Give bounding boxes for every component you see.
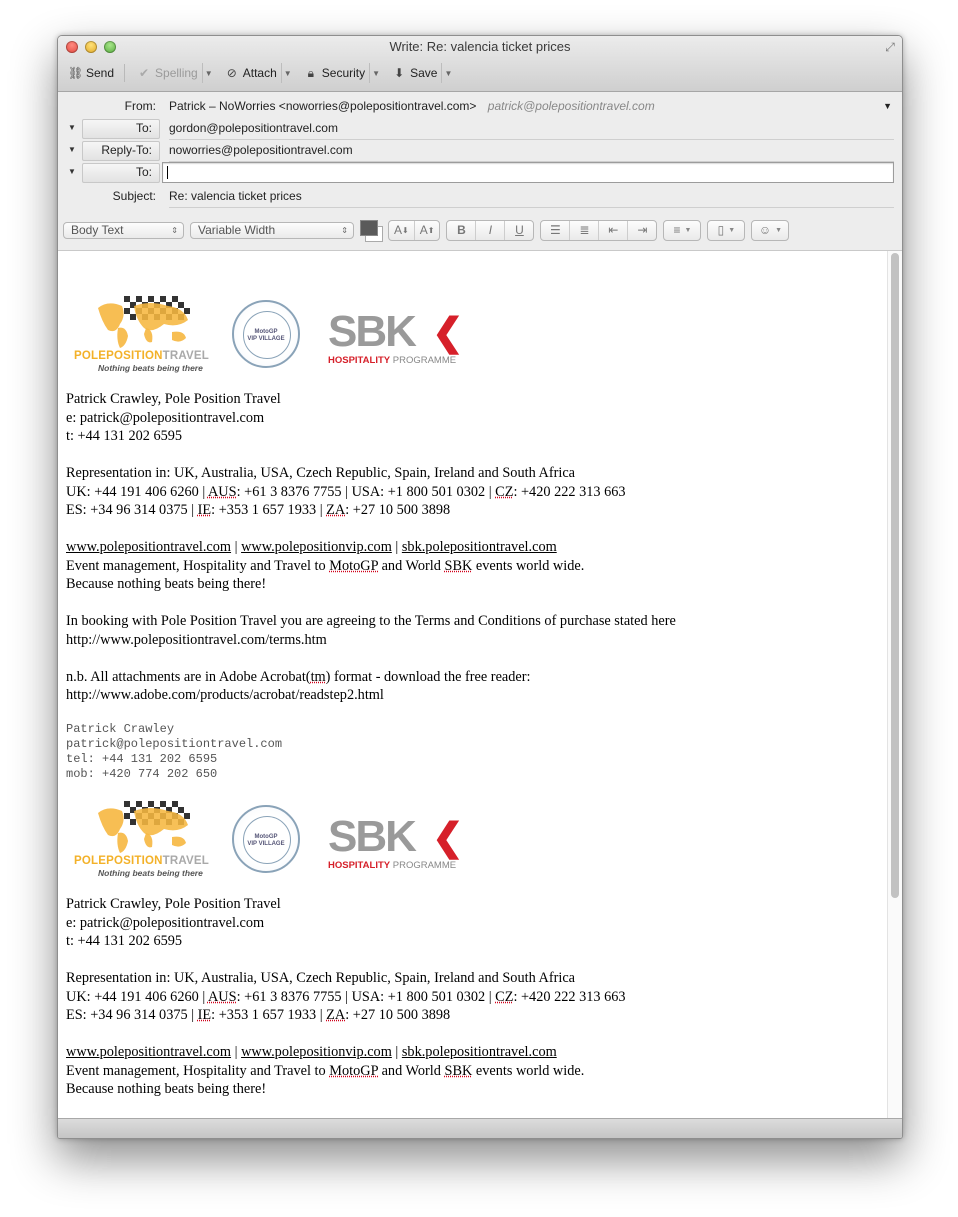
motogp-vip-village-seal <box>232 805 300 873</box>
sig-tel: t: +44 131 202 6595 <box>66 933 183 949</box>
sig-za: : +27 10 500 3898 <box>345 1007 451 1023</box>
spelling-button[interactable] <box>133 63 202 83</box>
numbered-list-icon[interactable]: ≣ <box>569 221 598 240</box>
bullet-list-icon[interactable]: ☰ <box>550 223 561 237</box>
from-identity: patrick@polepositiontravel.com <box>487 99 655 113</box>
arrow-down-icon: ⬇ <box>402 225 409 235</box>
paragraph-style-select[interactable] <box>63 222 184 239</box>
sbk-sub-part2: PROGRAMME <box>390 355 457 366</box>
ppt-brand-part2: TRAVEL <box>162 855 210 867</box>
pole-position-travel-logo <box>74 799 224 879</box>
sig-cz-label: CZ <box>495 988 514 1005</box>
sig-terms: In booking with Pole Position Travel you are agreeing to the Terms and Conditions of purchase stated here <box>66 613 676 629</box>
sbk-hospitality-logo <box>328 307 468 370</box>
sig-because: Because nothing beats being there! <box>66 1081 267 1097</box>
website-link-2[interactable]: www.polepositionvip.com <box>241 539 392 555</box>
updown-arrows-icon: ⇕ <box>171 225 178 235</box>
blank-line <box>66 520 676 539</box>
subject-row <box>58 186 894 206</box>
to2-label: To: <box>135 165 152 179</box>
sig-event-b: and World <box>378 1062 445 1079</box>
chevron-down-icon: ▼ <box>444 68 453 78</box>
sig-phones-1 <box>66 483 676 502</box>
text-color-well[interactable] <box>360 220 382 240</box>
seal-text <box>234 834 298 848</box>
sbk-sub-part1: HOSPITALITY <box>328 860 391 871</box>
sig-event-a: Event management, Hospitality and Travel to <box>66 557 330 574</box>
world-map-flag-icon <box>94 799 194 855</box>
chevron-down-icon: ▼ <box>775 226 783 234</box>
sbk-chevron: ❮ <box>432 817 464 859</box>
sig-za-label: ZA <box>326 502 346 518</box>
toolbar-separator <box>124 64 125 82</box>
ppt-brand-name <box>74 350 209 362</box>
vertical-scrollbar[interactable] <box>887 251 903 1118</box>
sig-name: Patrick Crawley, Pole Position Travel <box>66 391 281 407</box>
lock-icon: 🔒︎ <box>307 65 314 80</box>
sig-phones-1 <box>66 988 626 1007</box>
sig-es: ES: +34 96 314 0375 | <box>66 1007 198 1023</box>
world-map-flag-icon <box>94 294 194 350</box>
sig-sbk: SBK <box>444 1062 473 1079</box>
sig-event-b: and World <box>378 557 445 574</box>
list-indent-buttons <box>540 220 657 241</box>
blank-line <box>66 1025 626 1044</box>
to2-row <box>58 162 894 182</box>
smaller-font-label: A <box>394 223 403 237</box>
indent-icon[interactable]: ⇥ <box>627 221 656 240</box>
subject-value: Re: valencia ticket prices <box>169 189 302 203</box>
sig-events <box>66 557 676 576</box>
sig-email: e: patrick@polepositiontravel.com <box>66 409 265 426</box>
sig-uk: UK: +44 191 406 6260 | <box>66 988 208 1005</box>
subject-label: Subject: <box>112 189 156 203</box>
signature-logos <box>74 799 474 889</box>
message-header <box>58 92 902 251</box>
chevron-down-icon: ▼ <box>68 123 76 132</box>
sig-nb-tm: tm <box>310 668 326 685</box>
separator: | <box>231 1044 242 1060</box>
spelling-label: Spelling <box>155 66 198 80</box>
font-select[interactable] <box>190 222 354 239</box>
window-title: Write: Re: valencia ticket prices <box>389 39 571 54</box>
plain-sig-name: Patrick Crawley <box>66 722 175 736</box>
from-select[interactable] <box>169 99 894 117</box>
sig-sbk: SBK <box>444 557 473 574</box>
bold-button[interactable]: B <box>457 223 466 237</box>
chevron-down-icon: ▼ <box>883 101 892 111</box>
toolbar <box>64 62 460 84</box>
font-value: Variable Width <box>198 223 276 237</box>
sig-websites <box>66 1043 626 1062</box>
sig-motogp: MotoGP <box>329 557 378 574</box>
sig-motogp: MotoGP <box>329 1062 378 1079</box>
sbk-wordmark: SBK <box>328 307 415 356</box>
title-bar <box>58 36 902 92</box>
download-arrow-icon: ⬇ <box>394 66 405 80</box>
attach-label: Attach <box>242 66 277 80</box>
compose-window <box>57 35 903 1139</box>
paperclip-icon: ⊘ <box>226 66 237 80</box>
smaller-font-button[interactable] <box>389 221 414 240</box>
replyto-label: Reply-To: <box>101 143 152 157</box>
chevron-down-icon: ▼ <box>684 226 692 234</box>
text-color-swatch[interactable] <box>360 220 378 236</box>
blank-line <box>66 649 676 668</box>
website-link-3[interactable]: sbk.polepositiontravel.com <box>401 539 557 555</box>
larger-font-button[interactable] <box>414 221 440 240</box>
website-link-3[interactable]: sbk.polepositiontravel.com <box>401 1044 557 1060</box>
replyto-value: noworries@polepositiontravel.com <box>169 143 353 157</box>
sig-aus-label: AUS <box>207 483 237 500</box>
attach-button[interactable] <box>221 63 281 83</box>
sig-cz-label: CZ <box>495 483 514 500</box>
blank-line <box>66 951 626 970</box>
sig-representation: Representation in: UK, Australia, USA, Czech Republic, Spain, Ireland and South Africa <box>66 465 576 481</box>
to-row <box>58 118 894 138</box>
blank-line <box>66 594 676 613</box>
sig-adobe-url[interactable]: http://www.adobe.com/products/acrobat/readstep2.html <box>66 687 384 703</box>
sig-phones-2 <box>66 501 676 520</box>
sig-terms-url[interactable]: http://www.polepositiontravel.com/terms.htm <box>66 631 327 648</box>
pole-position-travel-logo <box>74 294 224 374</box>
larger-font-label: A <box>419 223 428 237</box>
text-style-buttons <box>446 220 534 241</box>
sig-ie-label: IE <box>197 502 212 518</box>
website-link-2[interactable]: www.polepositionvip.com <box>241 1044 392 1060</box>
sbk-subtitle <box>328 860 456 871</box>
sig-representation: Representation in: UK, Australia, USA, Czech Republic, Spain, Ireland and South Africa <box>66 970 576 986</box>
ppt-brand-part1: POLEPOSITION <box>74 855 163 867</box>
font-size-buttons <box>388 220 440 241</box>
paragraph-style-value: Body Text <box>71 223 124 237</box>
checkmark-icon: ✔ <box>139 66 150 80</box>
chevron-down-icon: ▼ <box>68 167 76 176</box>
sig-ie-label: IE <box>197 1007 212 1023</box>
chevron-down-icon: ▼ <box>728 226 736 234</box>
send-button[interactable] <box>64 63 118 83</box>
chevron-down-icon: ▼ <box>283 68 292 78</box>
seal-line2: VIP VILLAGE <box>247 336 285 342</box>
italic-button[interactable]: I <box>475 221 504 240</box>
bottom-bar <box>58 1118 902 1139</box>
sig-event-c: events world wide. <box>472 557 585 574</box>
plain-sig-mob: mob: +420 774 202 650 <box>66 767 218 781</box>
html-signature <box>66 895 626 1099</box>
ppt-tagline: Nothing beats being there <box>98 363 203 373</box>
sig-za-label: ZA <box>326 1007 346 1023</box>
scrollbar-thumb[interactable] <box>891 253 899 898</box>
arrow-up-icon: ⬆ <box>427 225 435 235</box>
document-icon: ▯ <box>717 223 725 237</box>
sig-cz: : +420 222 313 663 <box>513 483 626 500</box>
sig-ie: : +353 1 657 1933 | <box>211 502 327 518</box>
separator: | <box>231 539 242 555</box>
motogp-vip-village-seal <box>232 300 300 368</box>
from-row <box>58 96 894 116</box>
save-label: Save <box>410 66 438 80</box>
to-field[interactable] <box>169 121 894 140</box>
plain-signature <box>66 722 282 782</box>
security-label: Security <box>321 66 366 80</box>
replyto-row <box>58 140 894 160</box>
sig-cz: : +420 222 313 663 <box>513 988 626 1005</box>
seal-line1: MotoGP <box>254 329 278 335</box>
send-label: Send <box>86 66 115 80</box>
spelling-dropdown[interactable] <box>202 63 215 83</box>
to-label: To: <box>135 121 152 135</box>
ppt-brand-part1: POLEPOSITION <box>74 350 163 362</box>
sbk-subtitle <box>328 355 456 366</box>
sig-tel: t: +44 131 202 6595 <box>66 428 183 444</box>
smiley-icon: ☺ <box>758 223 772 237</box>
to2-input[interactable] <box>162 162 894 183</box>
underline-button[interactable]: U <box>504 221 533 240</box>
sig-event-c: events world wide. <box>472 1062 585 1079</box>
chevron-down-icon: ▼ <box>204 68 213 78</box>
insert-menu[interactable] <box>707 220 745 241</box>
send-icon: ⛓ <box>68 66 84 80</box>
sig-aus: : +61 3 8376 7755 | USA: +1 800 501 0302 | <box>236 483 496 500</box>
align-left-icon: ≡ <box>673 223 681 237</box>
website-link-1[interactable]: www.polepositiontravel.com <box>66 1044 232 1060</box>
outdent-icon[interactable]: ⇤ <box>598 221 627 240</box>
separator: | <box>391 539 402 555</box>
sbk-sub-part2: PROGRAMME <box>390 860 457 871</box>
sig-za: : +27 10 500 3898 <box>345 502 451 518</box>
attach-dropdown[interactable] <box>281 63 294 83</box>
format-bar <box>63 218 789 242</box>
security-dropdown[interactable] <box>369 63 382 83</box>
from-label: From: <box>124 99 156 113</box>
sig-events <box>66 1062 626 1081</box>
html-signature <box>66 390 676 705</box>
sig-aus: : +61 3 8376 7755 | USA: +1 800 501 0302 | <box>236 988 496 1005</box>
to-value: gordon@polepositiontravel.com <box>169 121 338 135</box>
sbk-wordmark: SBK <box>328 812 415 861</box>
text-caret <box>167 166 168 179</box>
sig-aus-label: AUS <box>207 988 237 1005</box>
ppt-tagline: Nothing beats being there <box>98 868 203 878</box>
ppt-brand-name <box>74 855 209 867</box>
sig-event-a: Event management, Hospitality and Travel to <box>66 1062 330 1079</box>
blank-line <box>66 446 676 465</box>
message-body[interactable] <box>58 251 886 1118</box>
plain-sig-tel: tel: +44 131 202 6595 <box>66 752 218 766</box>
plain-sig-email: patrick@polepositiontravel.com <box>66 737 283 751</box>
sig-uk: UK: +44 191 406 6260 | <box>66 483 208 500</box>
sig-name: Patrick Crawley, Pole Position Travel <box>66 896 281 912</box>
fullscreen-icon[interactable]: ⤢ <box>885 40 895 54</box>
seal-line1: MotoGP <box>254 834 278 840</box>
from-value: Patrick – NoWorries <noworries@polepositiontravel.com> <box>169 99 477 113</box>
seal-text <box>234 329 298 343</box>
alignment-menu[interactable] <box>663 220 701 241</box>
sig-ie: : +353 1 657 1933 | <box>211 1007 327 1023</box>
sig-phones-2 <box>66 1006 626 1025</box>
sbk-sub-part1: HOSPITALITY <box>328 355 391 366</box>
website-link-1[interactable]: www.polepositiontravel.com <box>66 539 232 555</box>
security-button[interactable] <box>300 63 369 83</box>
sig-nb <box>66 668 676 687</box>
chevron-down-icon: ▼ <box>68 145 76 154</box>
sig-nb-b: ) format - download the free reader: <box>325 668 531 685</box>
save-dropdown[interactable] <box>441 63 454 83</box>
signature-logos <box>74 294 474 384</box>
updown-arrows-icon: ⇕ <box>341 225 348 235</box>
sbk-chevron: ❮ <box>432 312 464 354</box>
subject-field[interactable] <box>169 189 894 208</box>
sig-nb-a: n.b. All attachments are in Adobe Acrobat( <box>66 668 311 685</box>
sig-es: ES: +34 96 314 0375 | <box>66 502 198 518</box>
separator: | <box>391 1044 402 1060</box>
replyto-field[interactable] <box>169 143 894 162</box>
save-button[interactable] <box>388 63 441 83</box>
seal-line2: VIP VILLAGE <box>247 841 285 847</box>
sbk-hospitality-logo <box>328 812 468 875</box>
emoji-menu[interactable] <box>751 220 789 241</box>
ppt-brand-part2: TRAVEL <box>162 350 210 362</box>
sig-because: Because nothing beats being there! <box>66 576 267 592</box>
chevron-down-icon: ▼ <box>372 68 381 78</box>
sig-websites <box>66 538 676 557</box>
sig-email: e: patrick@polepositiontravel.com <box>66 914 265 931</box>
